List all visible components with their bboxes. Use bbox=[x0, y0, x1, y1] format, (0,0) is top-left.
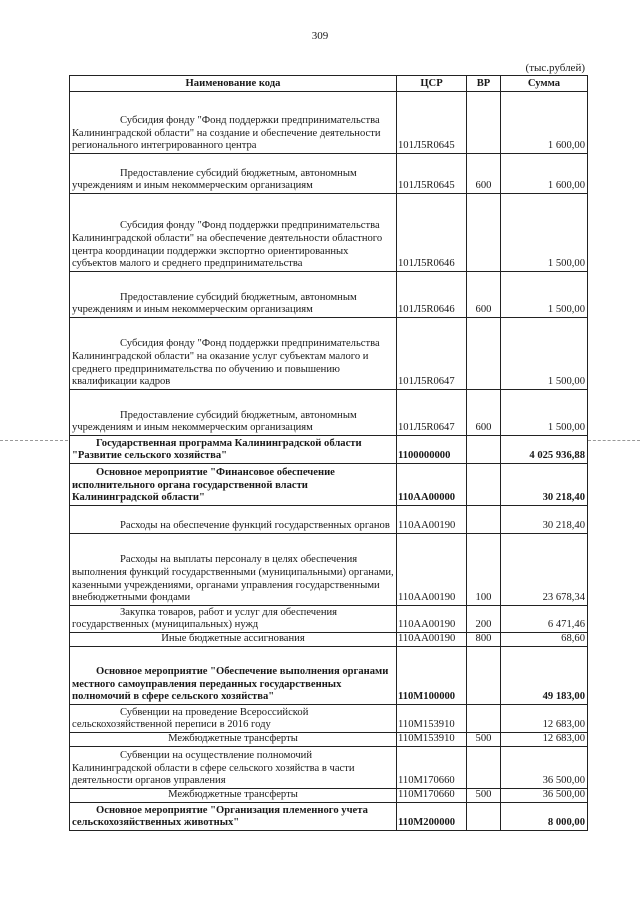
row-name bbox=[70, 390, 397, 436]
row-vr: 600 bbox=[467, 154, 501, 194]
row-vr bbox=[467, 647, 501, 705]
row-sum: 4 025 936,88 bbox=[501, 436, 588, 464]
row-sum: 49 183,00 bbox=[501, 647, 588, 705]
row-name bbox=[70, 318, 397, 390]
row-name bbox=[70, 747, 397, 789]
table-row bbox=[70, 747, 588, 789]
table-row bbox=[70, 789, 588, 803]
row-csr: 110М153910 bbox=[397, 705, 467, 733]
row-sum: 12 683,00 bbox=[501, 705, 588, 733]
row-name-text: Государственная программа Калининградской области "Развитие сельского хозяйства" bbox=[72, 437, 362, 462]
row-vr: 200 bbox=[467, 606, 501, 633]
row-vr: 500 bbox=[467, 789, 501, 803]
row-name-text: Субсидия фонду "Фонд поддержки предпринимательства Калининградской области" на обеспечение деятельности областного центра координации поддержки экспортно ориентированных субъектов малого и среднего предпринимательства bbox=[72, 220, 383, 270]
table-row bbox=[70, 705, 588, 733]
row-vr bbox=[467, 436, 501, 464]
table-row bbox=[70, 606, 588, 633]
row-name-text: Субвенции на проведение Всероссийской сельскохозяйственной переписи в 2016 году bbox=[72, 706, 309, 731]
row-name bbox=[70, 606, 397, 633]
table-row bbox=[70, 534, 588, 606]
row-name-text: Основное мероприятие "Финансовое обеспечение исполнительного органа государственной власти Калининградской области" bbox=[72, 466, 335, 504]
row-sum: 1 600,00 bbox=[501, 92, 588, 154]
row-vr bbox=[467, 705, 501, 733]
row-name bbox=[70, 272, 397, 318]
row-vr: 500 bbox=[467, 733, 501, 747]
row-csr: 101Л5R0646 bbox=[397, 272, 467, 318]
row-name bbox=[70, 789, 397, 803]
row-sum: 1 500,00 bbox=[501, 390, 588, 436]
row-sum: 1 500,00 bbox=[501, 318, 588, 390]
fold-line-right bbox=[588, 440, 640, 441]
row-name-text: Субсидия фонду "Фонд поддержки предпринимательства Калининградской области" на оказание услуг субъектам малого и среднего предпринимательства по обучению и повышению квалификации кадров bbox=[72, 338, 380, 388]
row-csr: 110АА00190 bbox=[397, 606, 467, 633]
row-sum: 36 500,00 bbox=[501, 747, 588, 789]
table-row bbox=[70, 194, 588, 272]
row-vr bbox=[467, 194, 501, 272]
header-csr: ЦСР bbox=[397, 76, 467, 92]
row-csr: 110М153910 bbox=[397, 733, 467, 747]
row-csr: 1100000000 bbox=[397, 436, 467, 464]
row-vr bbox=[467, 803, 501, 831]
table-row bbox=[70, 318, 588, 390]
table-row bbox=[70, 154, 588, 194]
row-csr: 110АА00000 bbox=[397, 464, 467, 506]
table-row bbox=[70, 92, 588, 154]
row-name bbox=[70, 803, 397, 831]
row-name-text: Субвенции на осуществление полномочий Калининградской области в сфере сельского хозяйства в части деятельности органов управления bbox=[72, 749, 355, 787]
row-sum: 1 500,00 bbox=[501, 194, 588, 272]
row-name-text: Межбюджетные трансферты bbox=[168, 733, 298, 745]
row-name bbox=[70, 733, 397, 747]
fold-line-left bbox=[0, 440, 68, 441]
units-label: (тыс.рублей) bbox=[525, 62, 585, 74]
row-name-text: Предоставление субсидий бюджетным, автономным учреждениям и иным некоммерческим организациям bbox=[72, 291, 357, 316]
table-row-program bbox=[70, 436, 588, 464]
row-name bbox=[70, 633, 397, 647]
page-number: 309 bbox=[311, 30, 329, 42]
row-sum: 30 218,40 bbox=[501, 464, 588, 506]
row-name-text: Основное мероприятие "Обеспечение выполнения органами местного самоуправления переданных государственных полномочий в сфере сельского хозяйства" bbox=[72, 665, 389, 703]
table-row bbox=[70, 272, 588, 318]
table-row bbox=[70, 390, 588, 436]
row-sum: 1 500,00 bbox=[501, 272, 588, 318]
row-name-text: Основное мероприятие "Организация племенного учета сельскохозяйственных животных" bbox=[72, 804, 368, 829]
row-name-text: Предоставление субсидий бюджетным, автономным учреждениям и иным некоммерческим организациям bbox=[72, 409, 357, 434]
row-sum: 36 500,00 bbox=[501, 789, 588, 803]
table-row-activity bbox=[70, 464, 588, 506]
row-csr: 101Л5R0646 bbox=[397, 194, 467, 272]
row-csr: 110АА00190 bbox=[397, 506, 467, 534]
budget-table bbox=[69, 75, 588, 831]
row-name bbox=[70, 506, 397, 534]
row-sum: 12 683,00 bbox=[501, 733, 588, 747]
row-vr: 100 bbox=[467, 534, 501, 606]
row-name-text: Расходы на обеспечение функций государственных органов bbox=[120, 520, 390, 532]
row-csr: 110АА00190 bbox=[397, 633, 467, 647]
row-csr: 101Л5R0645 bbox=[397, 154, 467, 194]
row-name bbox=[70, 464, 397, 506]
row-name-text: Закупка товаров, работ и услуг для обеспечения государственных (муниципальных) нужд bbox=[72, 606, 338, 631]
table-row bbox=[70, 506, 588, 534]
table-row bbox=[70, 733, 588, 747]
table-row bbox=[70, 633, 588, 647]
row-csr: 101Л5R0645 bbox=[397, 92, 467, 154]
row-sum: 23 678,34 bbox=[501, 534, 588, 606]
row-name bbox=[70, 436, 397, 464]
row-csr: 110М100000 bbox=[397, 647, 467, 705]
row-vr bbox=[467, 92, 501, 154]
row-csr: 110М170660 bbox=[397, 747, 467, 789]
header-name: Наименование кода bbox=[70, 76, 397, 92]
row-name bbox=[70, 705, 397, 733]
row-vr bbox=[467, 506, 501, 534]
row-name bbox=[70, 154, 397, 194]
row-name bbox=[70, 647, 397, 705]
row-vr: 600 bbox=[467, 272, 501, 318]
row-csr: 110М170660 bbox=[397, 789, 467, 803]
row-name bbox=[70, 92, 397, 154]
row-csr: 101Л5R0647 bbox=[397, 390, 467, 436]
row-csr: 101Л5R0647 bbox=[397, 318, 467, 390]
row-name bbox=[70, 534, 397, 606]
row-vr: 600 bbox=[467, 390, 501, 436]
row-sum: 30 218,40 bbox=[501, 506, 588, 534]
row-name-text: Иные бюджетные ассигнования bbox=[161, 633, 305, 645]
row-sum: 1 600,00 bbox=[501, 154, 588, 194]
row-vr bbox=[467, 464, 501, 506]
row-name-text: Субсидия фонду "Фонд поддержки предпринимательства Калининградской области" на создание и обеспечение деятельности регионального интегрированного центра bbox=[72, 114, 381, 152]
row-name-text: Межбюджетные трансферты bbox=[168, 789, 298, 801]
row-sum: 6 471,46 bbox=[501, 606, 588, 633]
table-header-row bbox=[70, 76, 588, 92]
row-name-text: Предоставление субсидий бюджетным, автономным учреждениям и иным некоммерческим организациям bbox=[72, 167, 357, 192]
row-sum: 8 000,00 bbox=[501, 803, 588, 831]
table-row-activity bbox=[70, 803, 588, 831]
row-csr: 110М200000 bbox=[397, 803, 467, 831]
row-name bbox=[70, 194, 397, 272]
budget-table-container bbox=[69, 75, 587, 831]
row-sum: 68,60 bbox=[501, 633, 588, 647]
row-vr bbox=[467, 318, 501, 390]
row-csr: 110АА00190 bbox=[397, 534, 467, 606]
table-row-activity bbox=[70, 647, 588, 705]
header-vr: ВР bbox=[467, 76, 501, 92]
header-sum: Сумма bbox=[501, 76, 588, 92]
row-vr: 800 bbox=[467, 633, 501, 647]
row-vr bbox=[467, 747, 501, 789]
row-name-text: Расходы на выплаты персоналу в целях обеспечения выполнения функций государственными (муниципальными) органами, казенными учреждениями, органами управления государственными внебюджетными фондами bbox=[72, 554, 394, 604]
